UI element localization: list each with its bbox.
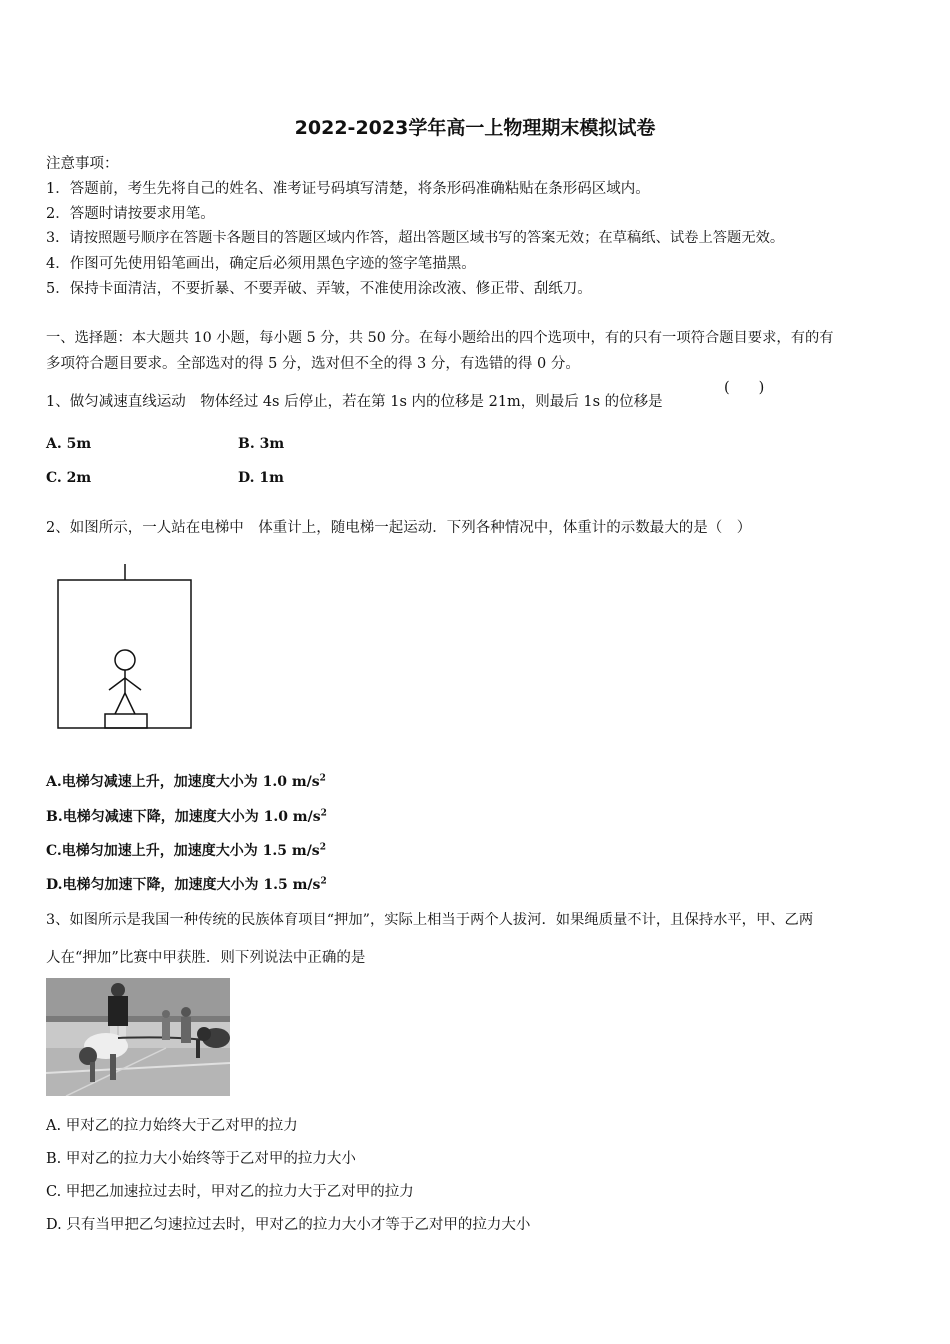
scale: [105, 714, 147, 728]
question-3-stem-line1: 3、如图所示是我国一种传统的民族体育项目“押加”，实际上相当于两个人拔河．如果绳质量不计，且保持水平，甲、乙两: [46, 912, 814, 928]
question-2-option-c: C.电梯匀加速上升，加速度大小为 1.5 $m/s^2$: [46, 842, 326, 859]
notice-item-1: 1．答题前，考生先将自己的姓名、准考证号码填写清楚，将条形码准确粘贴在条形码区域内。: [46, 181, 650, 197]
question-1-option-d: D. 1m: [238, 470, 284, 486]
question-3-option-c: C. 甲把乙加速拉过去时，甲对乙的拉力大于乙对甲的拉力: [46, 1184, 414, 1200]
question-3-option-d: D. 只有当甲把乙匀速拉过去时，甲对乙的拉力大小才等于乙对甲的拉力大小: [46, 1217, 531, 1233]
notice-item-2: 2．答题时请按要求用笔。: [46, 206, 215, 222]
person-right-arm: [125, 678, 141, 690]
question-2-stem: 2、如图所示，一人站在电梯中 体重计上，随电梯一起运动．下列各种情况中，体重计的示数最大的是（ ）: [46, 520, 752, 536]
yajia-photo: [46, 978, 230, 1096]
question-2-option-b: B.电梯匀减速下降，加速度大小为 1.0 $m/s^2$: [46, 808, 327, 825]
elevator-figure: [55, 562, 195, 732]
section-intro-line2: 多项符合题目要求。全部选对的得 5 分，选对但不全的得 3 分，有选错的得 0 分。: [46, 356, 580, 372]
question-2-option-a: A.电梯匀减速上升，加速度大小为 1.0 $m/s^2$: [46, 773, 326, 790]
person-left-arm: [109, 678, 125, 690]
notice-item-3: 3．请按照题号顺序在答题卡各题目的答题区域内作答，超出答题区域书写的答案无效；在草稿纸、试卷上答题无效。: [46, 230, 785, 246]
person-left-leg: [115, 693, 125, 714]
question-1-stem: 1、做匀减速直线运动 物体经过 4s 后停止，若在第 1s 内的位移是 21m，则最后 1s 的位移是: [46, 394, 663, 410]
person-head: [115, 650, 135, 670]
section-intro-line1: 一、选择题：本大题共 10 小题，每小题 5 分，共 50 分。在每小题给出的四个选项中，有的只有一项符合题目要求，有的有: [46, 330, 834, 346]
notice-item-4: 4．作图可先使用铅笔画出，确定后必须用黑色字迹的签字笔描黑。: [46, 256, 476, 272]
yajia-photo-graphic: [46, 978, 230, 1096]
question-1-option-c: C. 2m: [46, 470, 92, 486]
person-right-leg: [125, 693, 135, 714]
question-1-option-a: A. 5m: [46, 436, 92, 452]
question-1-option-b: B. 3m: [238, 436, 285, 452]
question-3-option-a: A. 甲对乙的拉力始终大于乙对甲的拉力: [46, 1118, 298, 1134]
question-3-stem-line2: 人在“押加”比赛中甲获胜．则下列说法中正确的是: [46, 950, 366, 966]
notice-heading: 注意事项：: [46, 156, 119, 172]
question-2-option-d: D.电梯匀加速下降，加速度大小为 1.5 $m/s^2$: [46, 876, 327, 893]
page-title: 2022-2023学年高一上物理期末模拟试卷: [294, 117, 656, 139]
question-1-answer-paren: ( ): [724, 380, 765, 396]
elevator-car: [58, 580, 191, 728]
question-3-option-b: B. 甲对乙的拉力大小始终等于乙对甲的拉力大小: [46, 1151, 356, 1167]
notice-item-5: 5．保持卡面清洁，不要折暴、不要弄破、弄皱，不准使用涂改液、修正带、刮纸刀。: [46, 281, 592, 297]
